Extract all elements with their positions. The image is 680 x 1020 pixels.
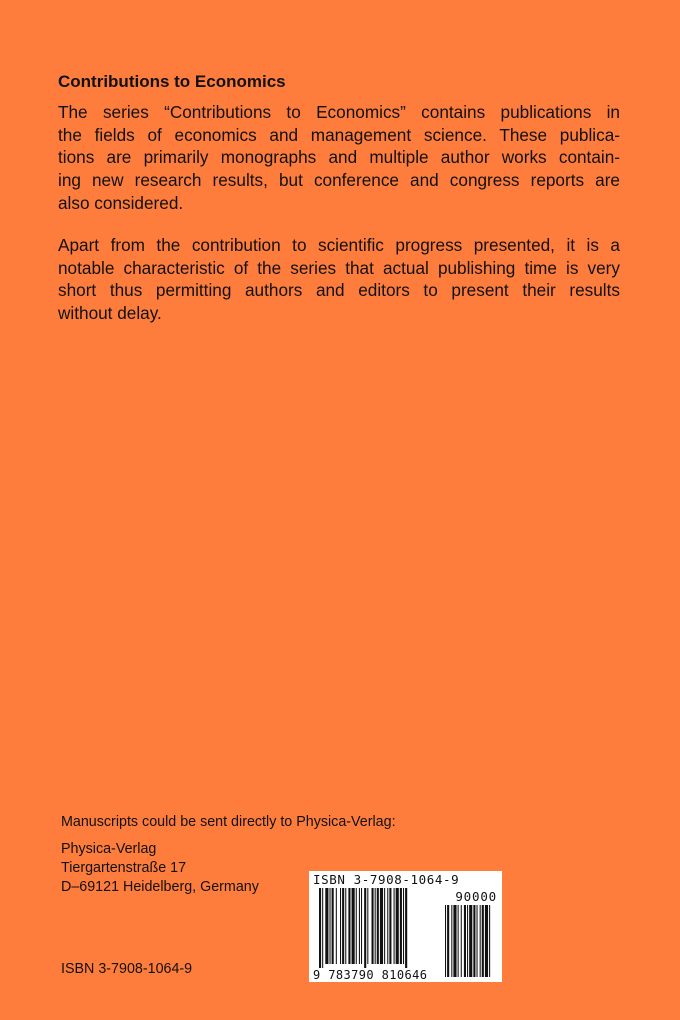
- text-line: The series “Contributions to Economics” contains publications in: [58, 102, 620, 122]
- barcode-digits: 9 783790 810646: [313, 968, 428, 982]
- text-line: also considered.: [58, 192, 184, 213]
- barcode-addon-bar: [445, 905, 446, 977]
- barcode-bar: [400, 888, 402, 964]
- barcode-bar: [394, 888, 395, 964]
- publisher-street: Tiergartenstraße 17: [61, 860, 187, 876]
- barcode-bar: [389, 888, 391, 964]
- barcode-bar: [377, 888, 379, 964]
- barcode-bar: [396, 888, 399, 964]
- barcode-addon-bar: [458, 905, 459, 977]
- barcode-addon-bar: [464, 905, 466, 977]
- barcode-addon-bar: [485, 905, 488, 977]
- barcode-bar: [352, 888, 355, 964]
- barcode-bar: [319, 888, 321, 970]
- barcode-addon-number: 90000: [455, 889, 497, 904]
- barcode-bar: [348, 888, 350, 964]
- barcode-addon-bar: [461, 905, 462, 977]
- publisher-address: [61, 840, 259, 897]
- series-title: Contributions to Economics: [58, 72, 286, 91]
- barcode-bar: [359, 888, 360, 964]
- manuscripts-note: Manuscripts could be sent directly to Physica-Verlag:: [61, 814, 396, 830]
- series-characteristic: [58, 234, 620, 325]
- barcode-addon-bar: [451, 905, 452, 977]
- barcode-bar: [336, 888, 337, 964]
- publisher-city: D–69121 Heidelberg, Germany: [61, 879, 259, 895]
- barcode-bar: [342, 888, 344, 964]
- text-line: tions are primarily monographs and multiple author works contain-: [58, 147, 620, 168]
- text-line: short thus permitting authors and editors to present their results: [58, 280, 620, 301]
- barcode-bar: [380, 888, 383, 964]
- barcode-bar: [367, 888, 368, 964]
- barcode-bar: [330, 888, 331, 964]
- barcode-bar: [332, 888, 334, 964]
- barcode-bar: [375, 888, 376, 964]
- barcode-addon-bar: [477, 905, 478, 977]
- barcode-bar: [384, 888, 385, 964]
- barcode-addon-bar: [447, 905, 449, 977]
- text-line: without delay.: [58, 303, 162, 324]
- barcode-bar: [372, 888, 374, 964]
- isbn-text: ISBN 3-7908-1064-9: [61, 961, 193, 977]
- text-line: Apart from the contribution to scientific progress presented, it is a: [58, 235, 620, 255]
- barcode-isbn-label: ISBN 3-7908-1064-9: [313, 872, 460, 887]
- isbn-barcode: [309, 871, 502, 982]
- barcode-bar: [340, 888, 341, 964]
- text-line: notable characteristic of the series that actual publishing time is very: [58, 257, 620, 278]
- barcode-bar: [345, 888, 346, 964]
- barcode-bar: [403, 888, 404, 964]
- barcode-addon-bar: [489, 905, 490, 977]
- barcode-addon-bar: [473, 905, 475, 977]
- barcode-bar: [405, 888, 407, 970]
- publisher-name: Physica-Verlag: [61, 841, 157, 857]
- series-description: [58, 101, 620, 215]
- barcode-bar: [387, 888, 388, 964]
- text-line: ing new research results, but conference and congress reports are: [58, 170, 620, 191]
- barcode-bar: [325, 888, 328, 964]
- barcode-bar: [361, 888, 362, 964]
- barcode-addon-bar: [467, 905, 468, 977]
- barcode-addon-bar: [453, 905, 456, 977]
- text-line: the fields of economics and management science. These publica-: [58, 124, 620, 145]
- barcode-bars: [309, 871, 502, 982]
- barcode-bar: [364, 888, 366, 970]
- barcode-addon-bar: [480, 905, 481, 977]
- barcode-bar: [322, 888, 323, 970]
- barcode-bar: [356, 888, 357, 964]
- barcode-addon-bar: [469, 905, 472, 977]
- barcode-addon-bar: [482, 905, 484, 977]
